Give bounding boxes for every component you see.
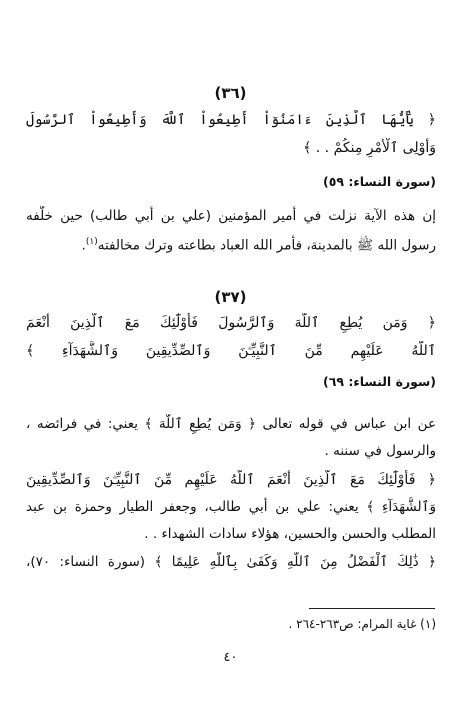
text-37-line-4: وَٱلشُّهَدَآءِ ﴾ يعني: علي بن أبي طالب، وجعفر الطيار وحمزة بن عبد <box>26 499 436 515</box>
verse-37-line-1: ﴿ وَمَن يُطِعِ ٱللَّهَ وَٱلرَّسُولَ فَأُوْلَٰٓئِكَ مَعَ ٱلَّذِينَ أَنْعَمَ <box>26 315 436 331</box>
verse-36-line-2: وَأُوْلِى ٱلْأَمْرِ مِنكُمْ . . ﴾ <box>303 140 436 156</box>
text-36-line-2-body: رسول الله ﷺ بالمدينة، فأمر الله العباد بطاعته وترك مخالفته <box>97 237 436 254</box>
text-37-line-6: ﴿ ذَٰلِكَ ٱلْفَضْلُ مِنَ ٱللَّهِ وَكَفَىٰ بِٱللَّهِ عَلِيمًا ﴾ (سورة النساء: ٧٠)، <box>26 554 436 570</box>
text-37-line-3: ﴿ فَأُوْلَٰٓئِكَ مَعَ ٱلَّذِينَ أَنْعَمَ ٱللَّهُ عَلَيْهِم مِّنَ ٱلنَّبِيِّـۧنَ وَٱلصِّدِّيقِينَ <box>26 472 436 488</box>
page-number: ٤٠ <box>223 650 238 665</box>
section-number-37: (٣٧) <box>214 288 247 306</box>
footnote-divider <box>309 608 435 609</box>
verse-36-line-1: ﴿ يَٰٓأَيُّهَا ٱلَّذِينَ ءَامَنُوٓاْ أَطِيعُواْ ٱللَّهَ وَأَطِيعُواْ ٱلرَّسُولَ <box>26 112 436 128</box>
text-37-line-2: والرسول في سننه . <box>324 443 436 459</box>
verse-36-source: (سورة النساء: ٥٩) <box>323 174 436 189</box>
footnote: (١) غاية المرام: ص٢٦٣-٢٦٤ . <box>288 617 436 631</box>
section-number-36: (٣٦) <box>214 84 247 102</box>
footnote-ref: (١) <box>85 237 98 247</box>
text-36-line-2: رسول الله ﷺ بالمدينة، فأمر الله العباد بطاعته وترك مخالفته$^{(١)}$. <box>81 237 436 254</box>
verse-37-source: (سورة النساء: ٦٩) <box>323 374 436 389</box>
text-36-line-1: إن هذه الآية نزلت في أمير المؤمنين (علي بن أبي طالب) حين خلّفه <box>26 208 436 224</box>
verse-37-line-2: ٱللَّهُ عَلَيْهِم مِّنَ ٱلنَّبِيِّـۧنَ وَٱلصِّدِّيقِينَ وَٱلشُّهَدَآءِ ﴾ <box>26 343 436 359</box>
text-37-line-1: عن ابن عباس في قوله تعالى ﴿ وَمَن يُطِعِ ٱللَّهَ ﴾ يعني: في فرائضه ، <box>26 416 436 432</box>
text-37-line-5: المطلب والحسن والحسين، هؤلاء سادات الشهداء . . <box>144 526 436 542</box>
